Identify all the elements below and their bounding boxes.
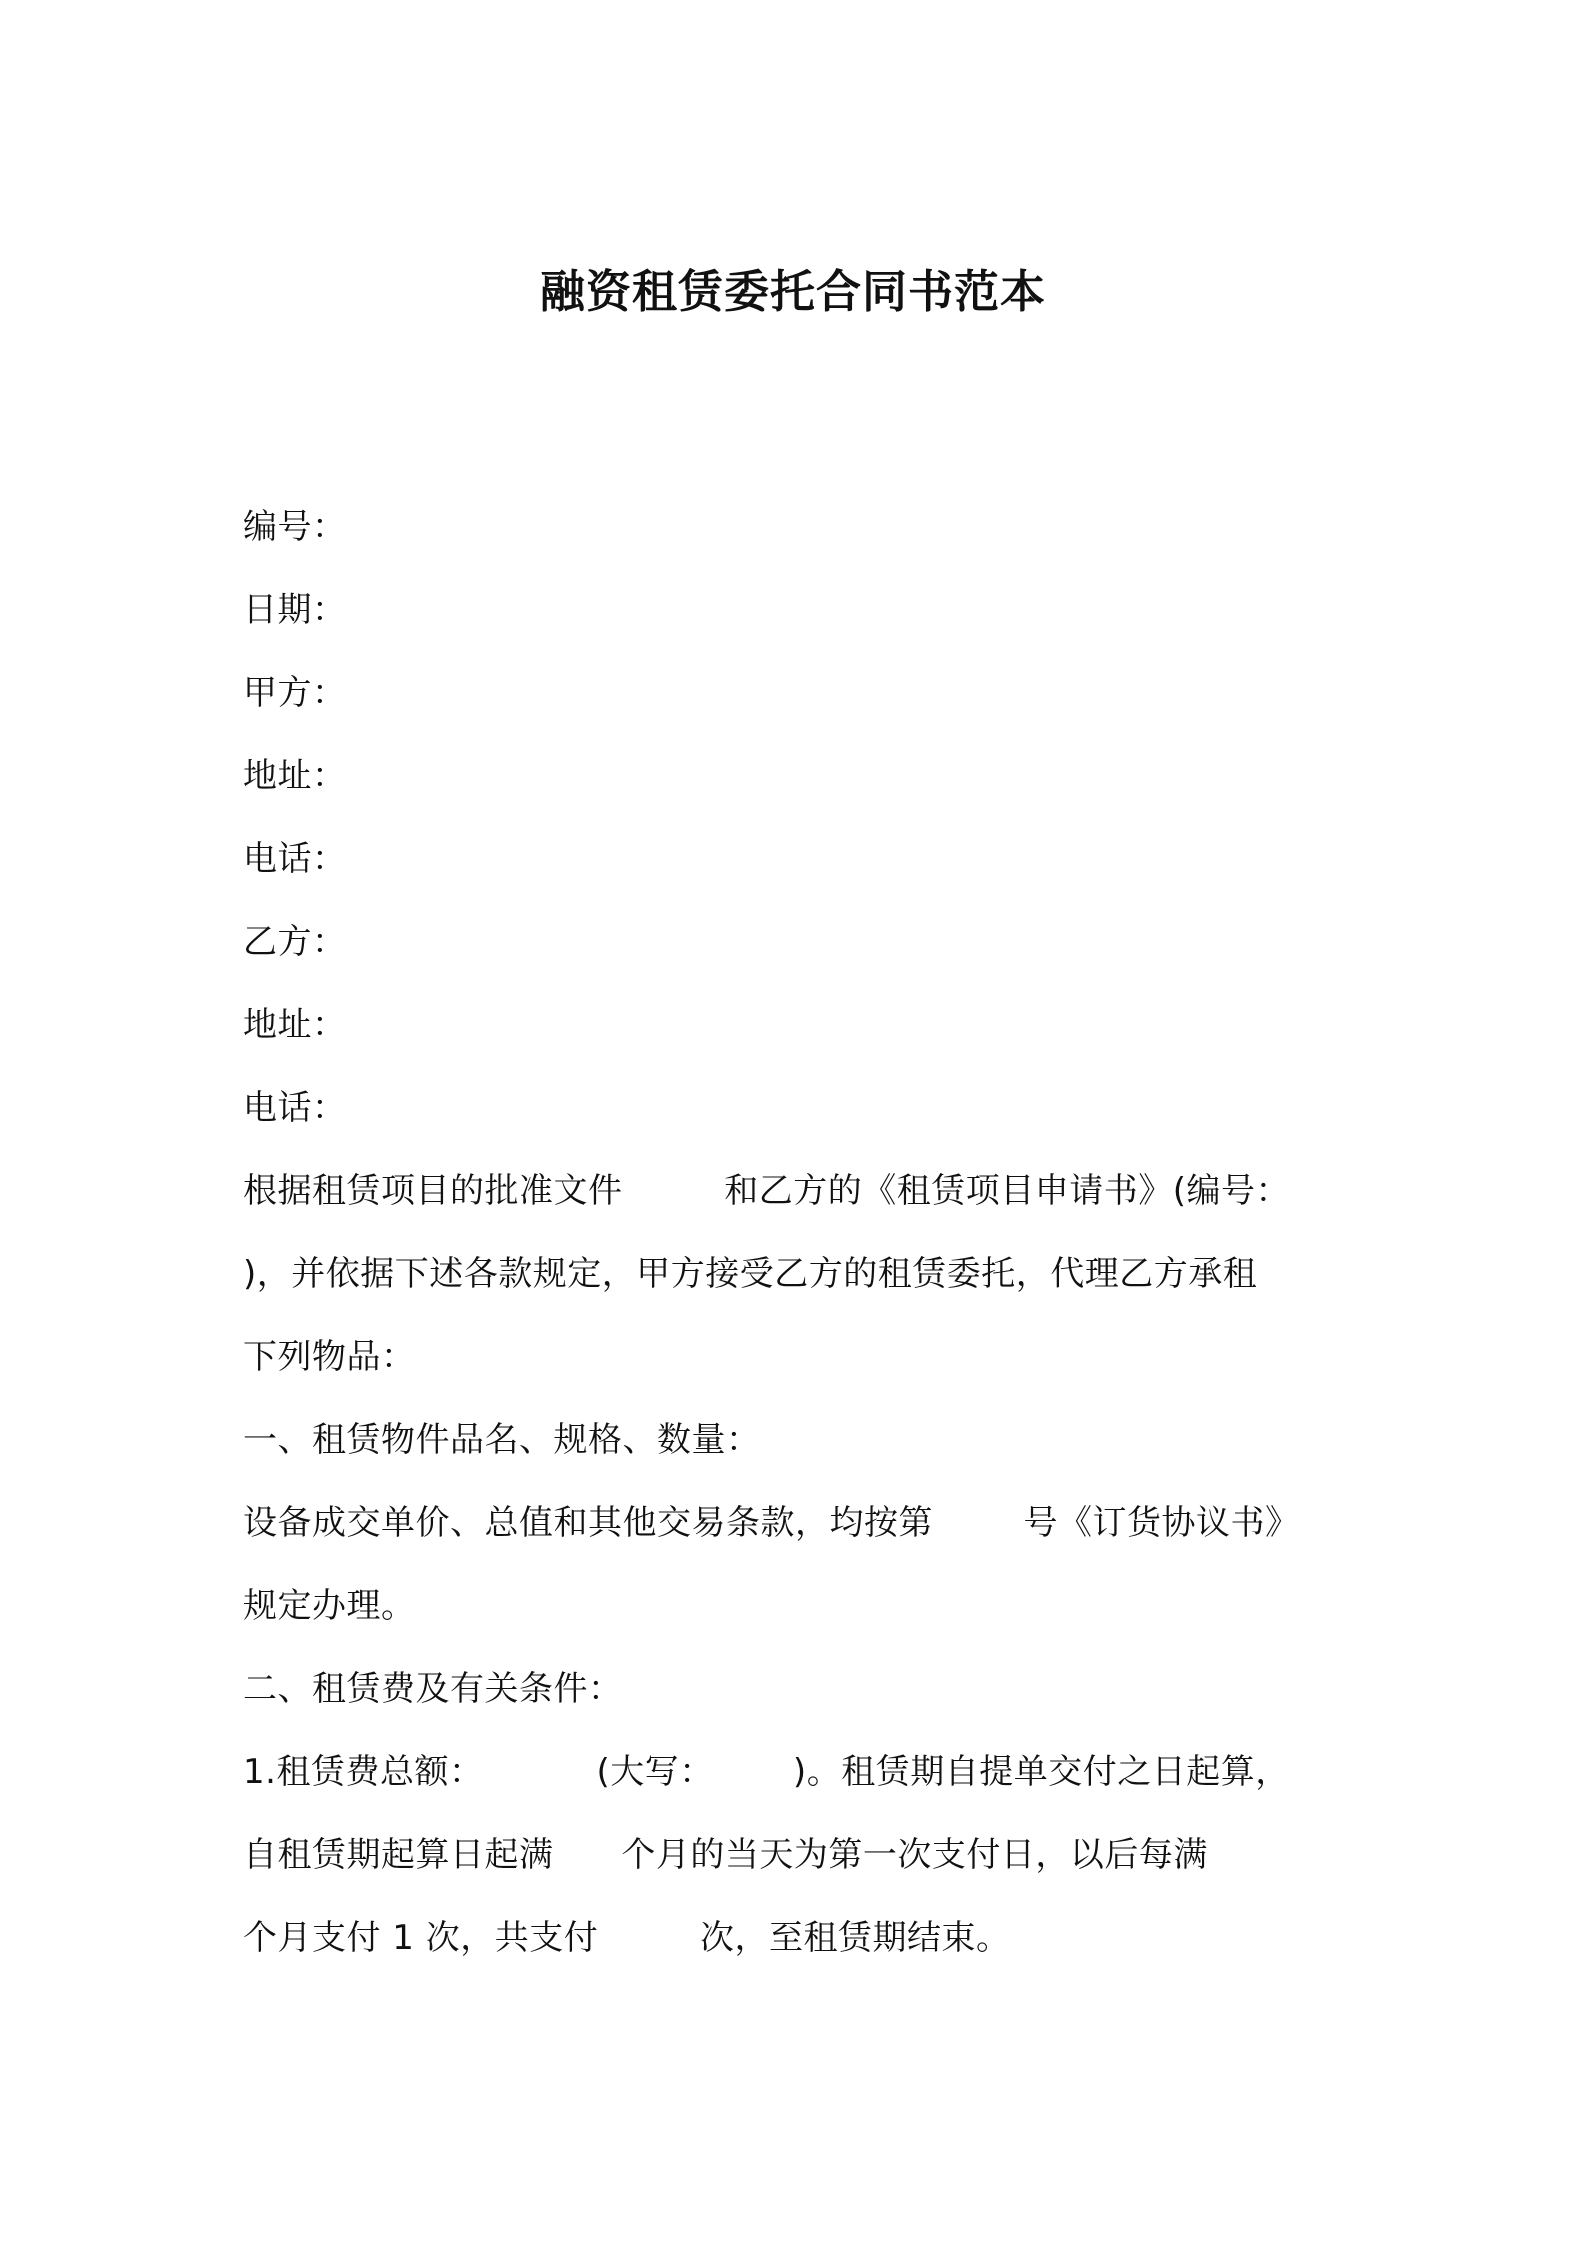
section-heading-1: 一、租赁物件品名、规格、数量： bbox=[243, 1420, 761, 1460]
section-heading-2: 二、租赁费及有关条件： bbox=[243, 1669, 623, 1709]
field-party-a: 甲方： bbox=[243, 673, 347, 713]
field-party-a-phone: 电话： bbox=[243, 839, 347, 879]
body-line: 1.租赁费总额： (大写： )。租赁期自提单交付之日起算， bbox=[243, 1752, 1290, 1792]
document-title: 融资租赁委托合同书范本 bbox=[539, 265, 1046, 318]
field-party-b: 乙方： bbox=[243, 922, 347, 962]
body-line: 规定办理。 bbox=[243, 1586, 416, 1626]
field-party-b-address: 地址： bbox=[243, 1005, 347, 1045]
field-number: 编号： bbox=[243, 507, 347, 547]
field-date: 日期： bbox=[243, 590, 347, 630]
body-line: )，并依据下述各款规定，甲方接受乙方的租赁委托，代理乙方承租 bbox=[243, 1254, 1258, 1294]
body-line: 根据租赁项目的批准文件 和乙方的《租赁项目申请书》(编号： bbox=[243, 1171, 1291, 1211]
field-party-b-phone: 电话： bbox=[243, 1088, 347, 1128]
field-party-a-address: 地址： bbox=[243, 756, 347, 796]
body-line: 设备成交单价、总值和其他交易条款，均按第 号《订货协议书》 bbox=[243, 1503, 1300, 1543]
body-line: 自租赁期起算日起满 个月的当天为第一次支付日，以后每满 bbox=[243, 1835, 1208, 1875]
body-line: 个月支付 1 次，共支付 次，至租赁期结束。 bbox=[243, 1918, 1011, 1958]
body-line: 下列物品： bbox=[243, 1337, 416, 1377]
